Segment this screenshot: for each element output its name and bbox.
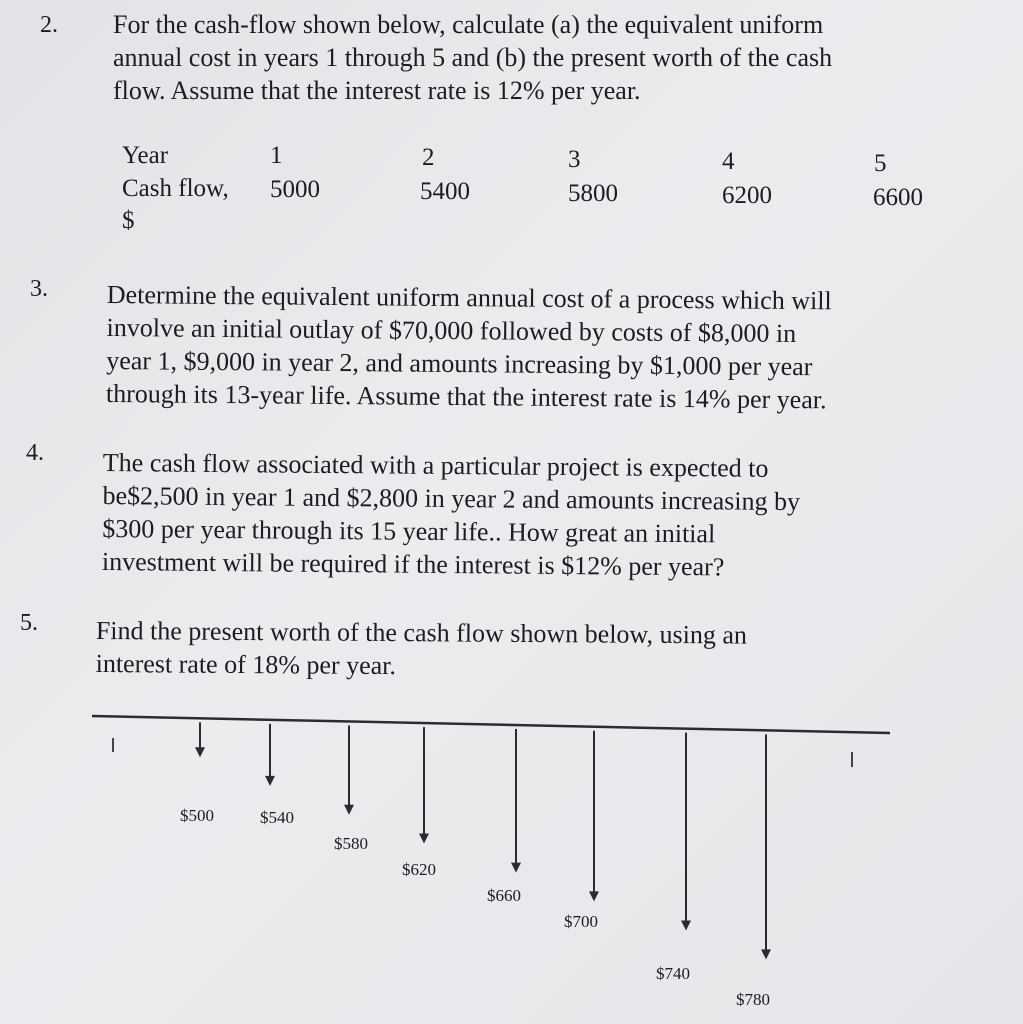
cash-flow-label-5: $660 (487, 886, 521, 905)
question-5-number: 5. (20, 610, 38, 636)
cash-flow-label-1: $500 (180, 806, 214, 825)
cash-flow-label-4: $620 (402, 860, 436, 879)
time-axis-line (92, 716, 890, 733)
table-year-3: 3 (568, 146, 581, 173)
table-year-5: 5 (874, 150, 887, 177)
table-value-4: 6200 (722, 182, 772, 209)
table-value-5: 6600 (873, 184, 923, 211)
cash-flow-label-3: $580 (334, 834, 368, 853)
cash-flow-label-2: $540 (260, 808, 294, 827)
question-3-number: 3. (30, 276, 48, 302)
cash-flow-label-7: $740 (656, 964, 690, 983)
cash-flow-arrowhead-5 (511, 863, 521, 873)
cash-flow-arrowhead-2 (265, 776, 275, 786)
cash-flow-arrowhead-4 (419, 834, 429, 844)
question-4-number: 4. (26, 440, 44, 466)
cash-flow-arrowhead-3 (344, 805, 354, 815)
table-cashflow-label: Cash flow, (122, 175, 229, 202)
question-5-text: Find the present worth of the cash flow shown below, using an interest rate of 18% per year. (95, 615, 748, 681)
cash-flow-arrows (195, 722, 771, 959)
question-2-number: 2. (40, 12, 58, 38)
question-4-text: The cash flow associated with a particular project is expected to be$2,500 in year 1 and $2,800 in year 2 and amounts increasing by $300 per year through its 15 year life.. How great an initial investment will be required if the interest is $12% per year? (101, 447, 801, 582)
cash-flow-label-8: $780 (736, 990, 770, 1009)
table-year-1: 1 (270, 142, 283, 169)
table-year-4: 4 (722, 148, 735, 175)
table-value-3: 5800 (568, 180, 618, 207)
cash-flow-arrowhead-1 (195, 747, 205, 757)
question-3-text: Determine the equivalent uniform annual cost of a process which will involve an initial outlay of $70,000 followed by costs of $8,000 in year 1, $9,000 in year 2, and amounts increasing by $1,000 per year through its 13-year life. Assume that the interest rate is 14% per year. (105, 279, 832, 415)
cash-flow-arrowhead-8 (761, 949, 771, 959)
table-year-2: 2 (422, 144, 435, 171)
table-currency-label: $ (122, 207, 135, 234)
cash-flow-arrowhead-6 (589, 891, 599, 901)
cash-flow-label-6: $700 (564, 912, 598, 931)
table-value-1: 5000 (270, 176, 320, 203)
cash-flow-arrowhead-7 (681, 921, 691, 931)
table-year-label: Year (122, 142, 169, 169)
question-2-text: For the cash-flow shown below, calculate (a) the equivalent uniform annual cost in years 1 through 5 and (b) the present worth of the cash flow. Assume that the interest rate is 12% per year. (113, 10, 833, 105)
table-value-2: 5400 (420, 178, 470, 205)
